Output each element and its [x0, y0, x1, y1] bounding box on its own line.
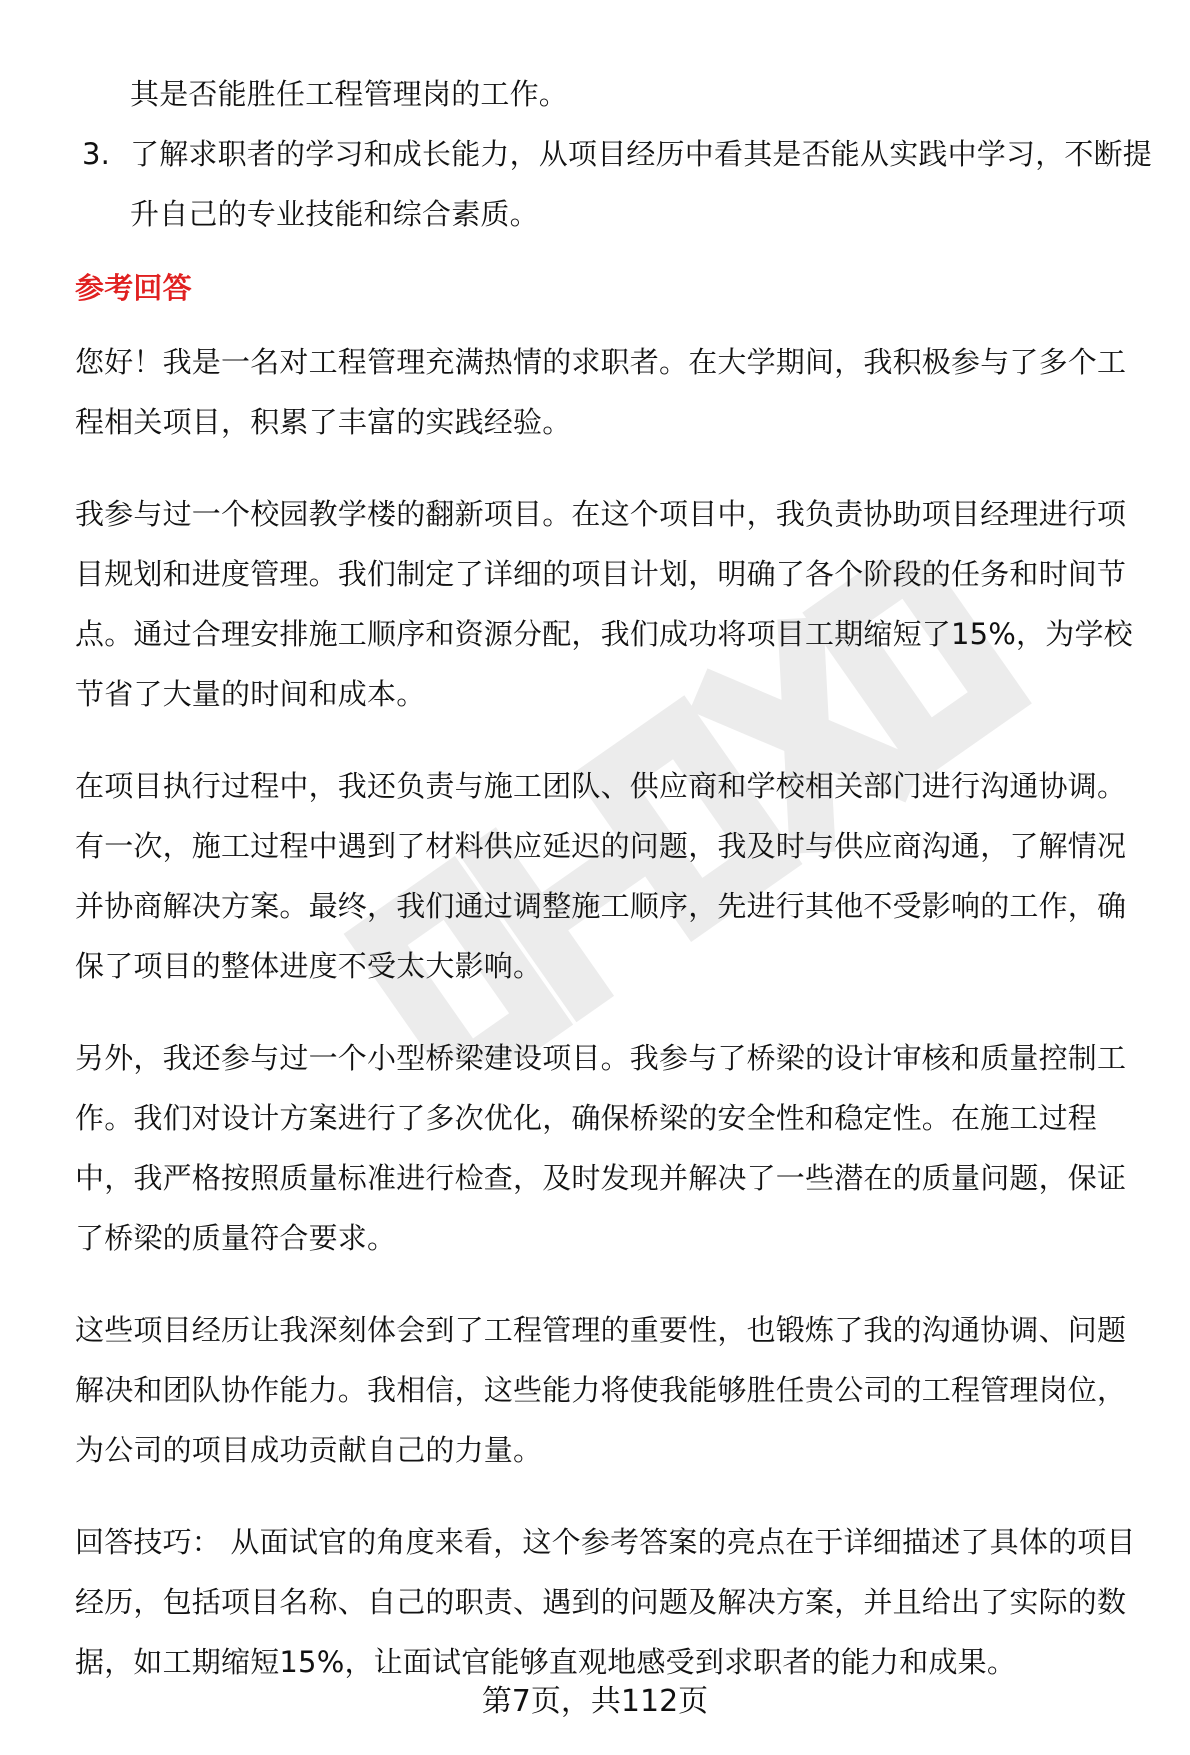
page-content	[75, 64, 1155, 1724]
page-number-footer: 第7页，共112页	[481, 1684, 709, 1719]
answer-tips-paragraph: 回答技巧： 从面试官的角度来看，这个参考答案的亮点在于详细描述了具体的项目经历，包括项目名称、自己的职责、遇到的问题及解决方案，并且给出了实际的数据，如工期缩短15%，让面试官能够直观地感受到求职者的能力和成果。	[75, 1525, 1136, 1679]
answer-paragraph-project-1: 我参与过一个校园教学楼的翻新项目。在这个项目中，我负责协助项目经理进行项目规划和进度管理。我们制定了详细的项目计划，明确了各个阶段的任务和时间节点。通过合理安排施工顺序和资源分配，我们成功将项目工期缩短了15%，为学校节省了大量的时间和成本。	[75, 497, 1133, 711]
list-item-3	[82, 124, 1155, 244]
answer-paragraph-summary: 这些项目经历让我深刻体会到了工程管理的重要性，也锻炼了我的沟通协调、问题解决和团队协作能力。我相信，这些能力将使我能够胜任贵公司的工程管理岗位，为公司的项目成功贡献自己的力量。	[75, 1313, 1127, 1467]
section-title: 参考回答	[75, 271, 192, 305]
answer-paragraph-coordination: 在项目执行过程中，我还负责与施工团队、供应商和学校相关部门进行沟通协调。有一次，施工过程中遇到了材料供应延迟的问题，我及时与供应商沟通，了解情况并协商解决方案。最终，我们通过调整施工顺序，先进行其他不受影响的工作，确保了项目的整体进度不受太大影响。	[75, 769, 1127, 983]
list-item-continuation: 其是否能胜任工程管理岗的工作。	[130, 77, 569, 111]
answer-paragraph-project-2: 另外，我还参与过一个小型桥梁建设项目。我参与了桥梁的设计审核和质量控制工作。我们对设计方案进行了多次优化，确保桥梁的安全性和稳定性。在施工过程中，我严格按照质量标准进行检查，及时发现并解决了一些潜在的质量问题，保证了桥梁的质量符合要求。	[75, 1041, 1127, 1255]
list-number: 3.	[82, 137, 111, 171]
list-item-text: 了解求职者的学习和成长能力，从项目经历中看其是否能从实践中学习，不断提升自己的专业技能和综合素质。	[130, 137, 1153, 231]
answer-paragraph-intro: 您好！我是一名对工程管理充满热情的求职者。在大学期间，我积极参与了多个工程相关项目，积累了丰富的实践经验。	[75, 345, 1127, 439]
